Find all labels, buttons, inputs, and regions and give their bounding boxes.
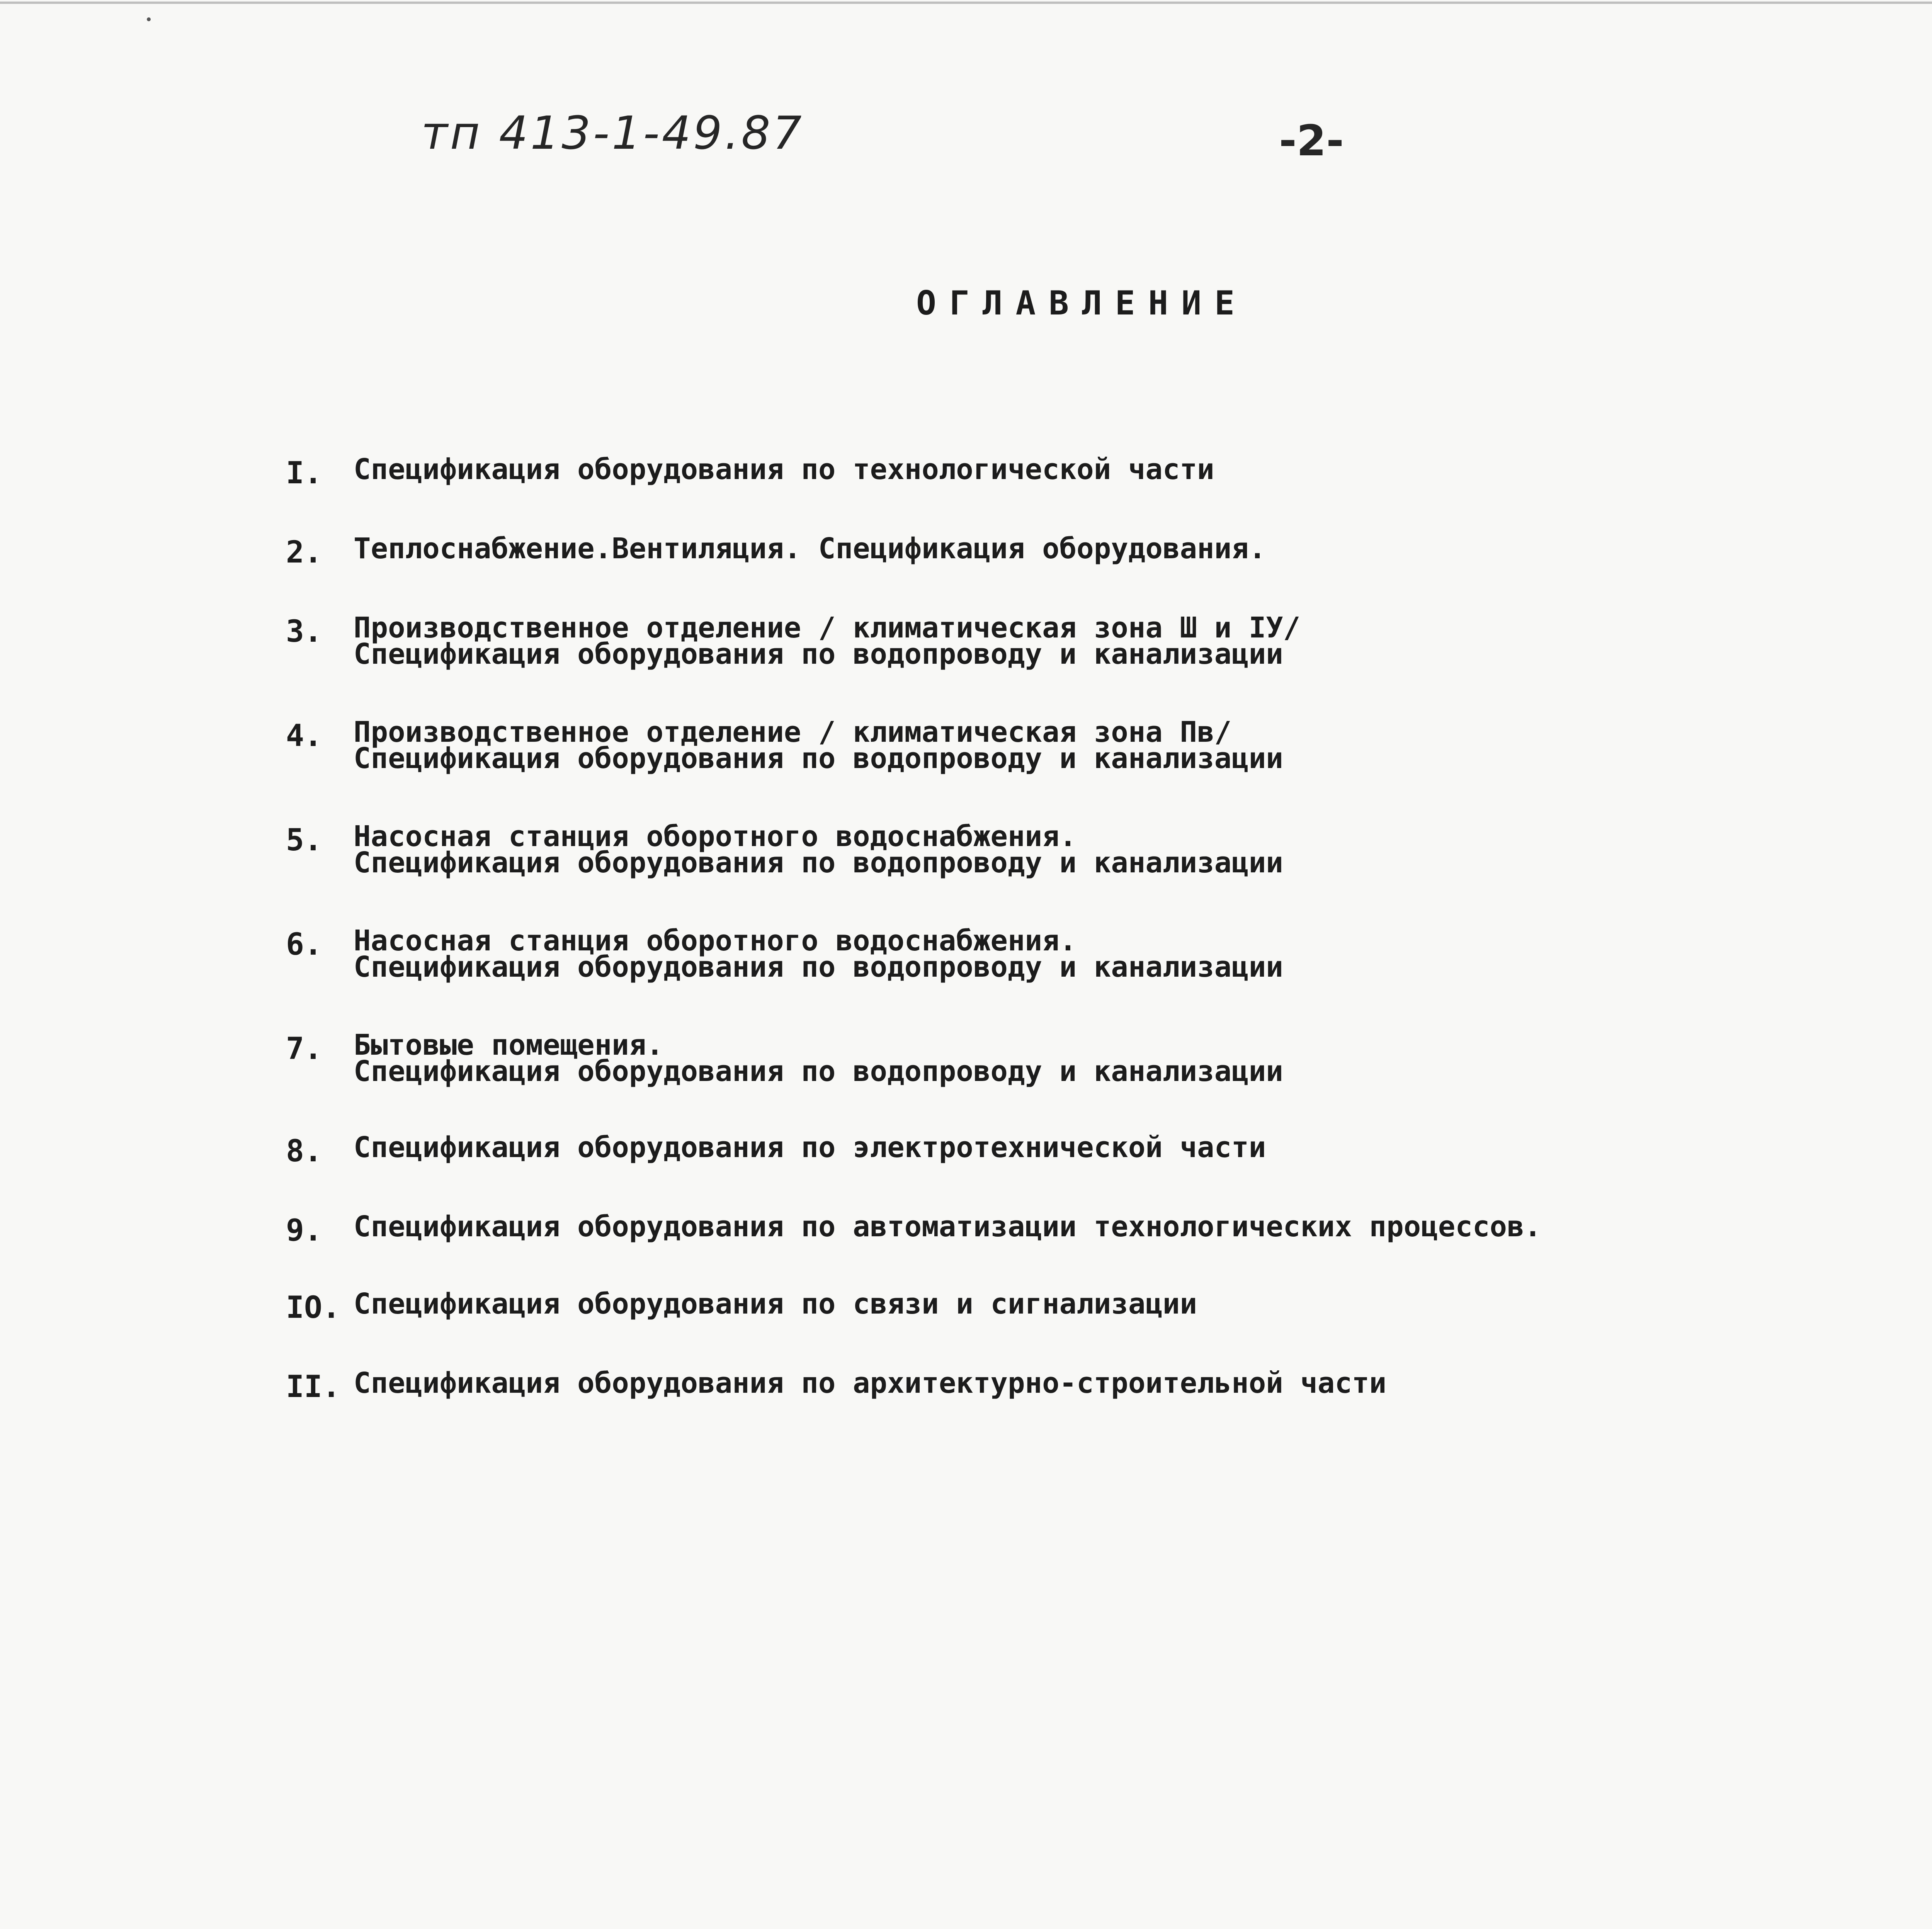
entry-number: 3. [286, 614, 322, 649]
page-title: ОГЛАВЛЕНИЕ [916, 284, 1248, 323]
toc-entry [0, 716, 1932, 796]
entry-title: Насосная станция оборотного водоснабжения. [354, 924, 1077, 957]
toc-entry [0, 611, 1932, 692]
entry-title: Теплоснабжение.Вентиляция. Спецификация оборудования. [354, 532, 1266, 565]
toc-entry [0, 1366, 1932, 1447]
entry-number: 4. [286, 719, 322, 753]
toc-entry [0, 453, 1932, 533]
entry-title: Бытовые помещения. [354, 1028, 663, 1062]
scan-speck [147, 17, 151, 21]
toc-entry [0, 1287, 1932, 1368]
entry-number: IО. [286, 1290, 340, 1325]
entry-subtitle: Спецификация оборудования по водопроводу и канализации [354, 1055, 1283, 1088]
entry-subtitle: Спецификация оборудования по водопроводу и канализации [354, 950, 1283, 984]
entry-subtitle: Спецификация оборудования по водопроводу и канализации [354, 742, 1283, 775]
entry-subtitle: Спецификация оборудования по водопроводу и канализации [354, 846, 1283, 879]
entry-number: 5. [286, 823, 322, 858]
toc-entry [0, 924, 1932, 1004]
entry-number: II. [286, 1370, 340, 1404]
entry-number: 9. [286, 1213, 322, 1248]
toc-entry [0, 1210, 1932, 1290]
entry-number: 7. [286, 1032, 322, 1066]
top-border-line [0, 2, 1932, 4]
entry-number: 6. [286, 927, 322, 962]
entry-number: 8. [286, 1134, 322, 1169]
entry-title: Насосная станция оборотного водоснабжения. [354, 820, 1077, 853]
entry-number: I. [286, 456, 322, 491]
entry-title: Спецификация оборудования по электротехнической части [354, 1131, 1266, 1164]
entry-title: Спецификация оборудования по технологической части [354, 453, 1214, 486]
entry-title: Производственное отделение / климатическая зона Пв/ [354, 716, 1232, 749]
toc-entry [0, 1131, 1932, 1211]
entry-number: 2. [286, 535, 322, 570]
page-number: -2- [1279, 116, 1344, 165]
entry-title: Производственное отделение / климатическая зона Ш и IУ/ [354, 611, 1301, 644]
toc-entry [0, 1028, 1932, 1109]
toc-entry [0, 820, 1932, 900]
toc-entry [0, 532, 1932, 612]
entry-title: Спецификация оборудования по автоматизации технологических процессов. [354, 1210, 1542, 1243]
document-code: тп 413-1-49.87 [421, 106, 804, 160]
entry-subtitle: Спецификация оборудования по водопроводу и канализации [354, 637, 1283, 671]
entry-title: Спецификация оборудования по архитектурно-строительной части [354, 1366, 1387, 1400]
entry-title: Спецификация оборудования по связи и сигнализации [354, 1287, 1197, 1321]
